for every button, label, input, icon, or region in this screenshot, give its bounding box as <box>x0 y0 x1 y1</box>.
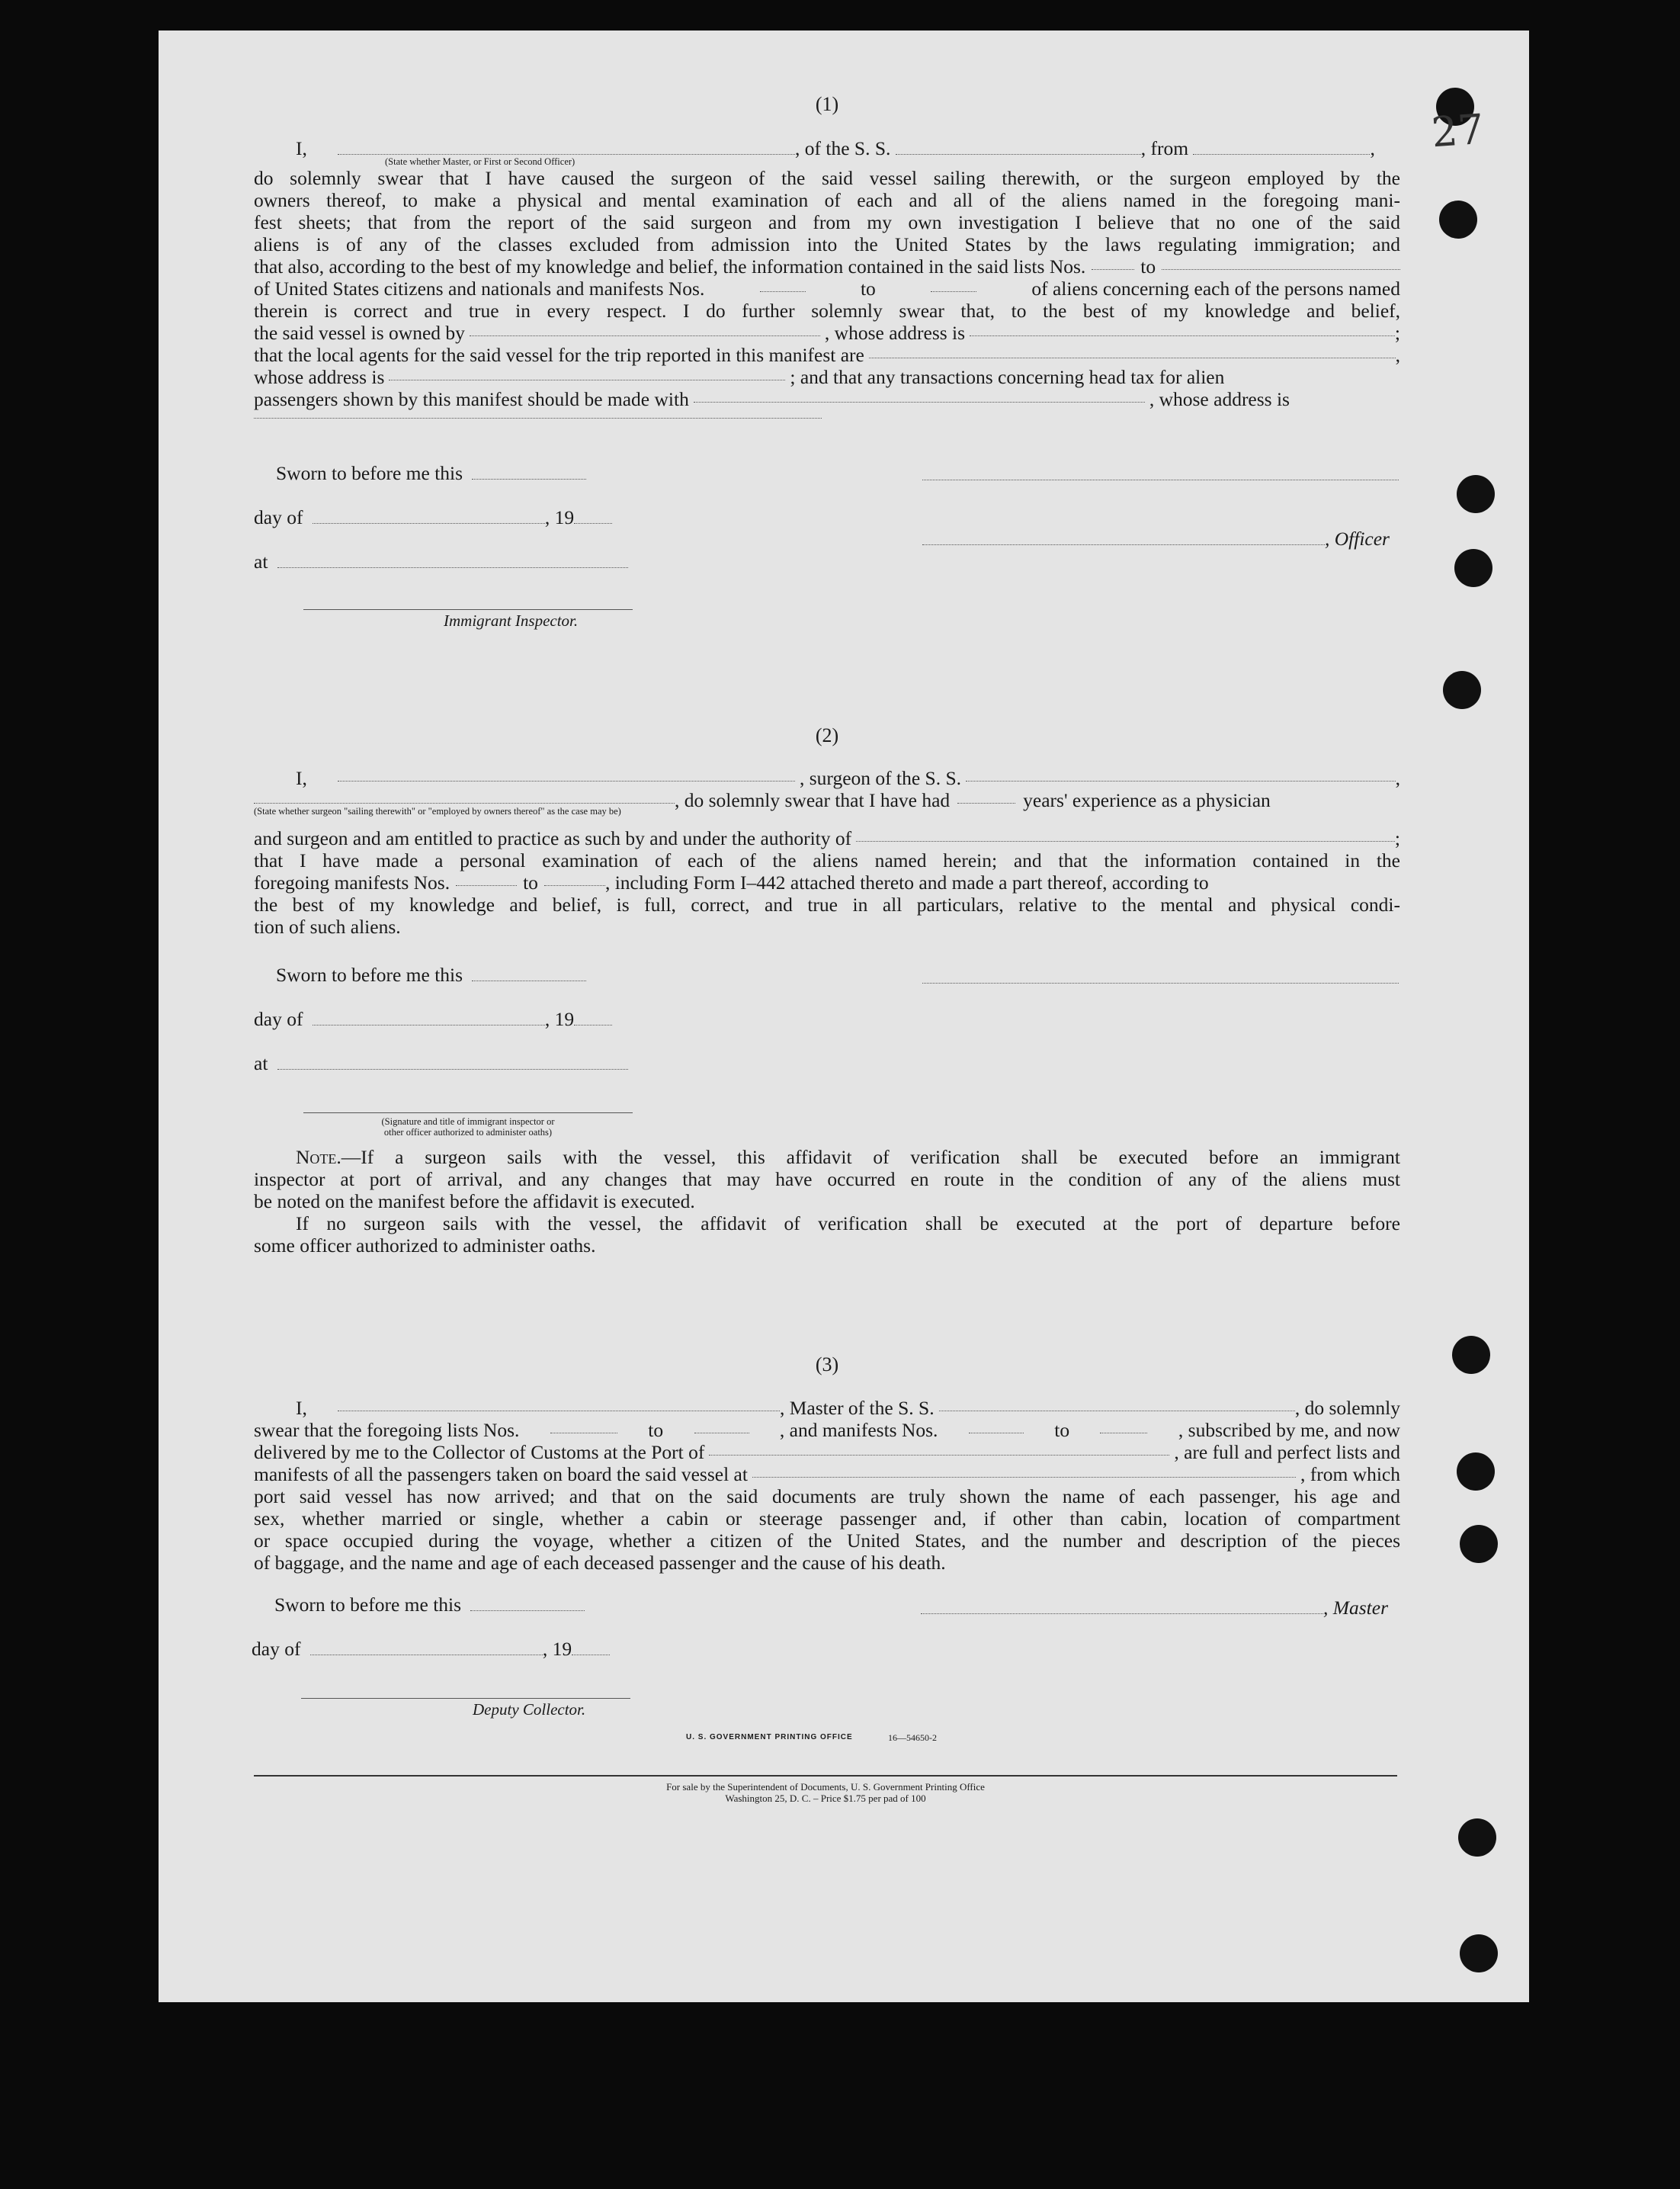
master-label: , Master <box>1323 1597 1388 1619</box>
signature-note: other officer authorized to administer oaths) <box>383 1127 553 1138</box>
text: ; and that any transactions concerning head tax for alien <box>790 366 1225 388</box>
text: , including Form I–442 attached thereto and made a part thereof, according to <box>604 871 1209 894</box>
text: delivered by me to the Collector of Customs at the Port of <box>254 1441 705 1463</box>
section-1-number: (1) <box>815 93 839 115</box>
text: , do solemnly <box>1294 1397 1400 1419</box>
text-line: therein is correct and true in every respect. I do further solemnly swear that, to the best of my knowledge and belief, <box>254 300 1400 322</box>
sworn-label: Sworn to before me this <box>276 964 463 986</box>
text: foregoing manifests Nos. <box>254 871 450 894</box>
sworn-label: Sworn to before me this <box>274 1594 462 1616</box>
year-label: , 19 <box>544 1008 575 1030</box>
text-line: owners thereof, to make a physical and mental examination of each and all of the aliens named in the foregoing mani- <box>254 189 1400 211</box>
binder-hole <box>1458 1818 1496 1857</box>
text-line: tion of such aliens. <box>254 916 401 938</box>
text: , do solemnly swear that I have had <box>675 789 951 811</box>
year-field[interactable] <box>574 1011 612 1025</box>
handwritten-page-number: 27 <box>1429 104 1486 157</box>
binder-hole <box>1457 475 1495 513</box>
text-line: or space occupied during the voyage, whether a citizen of the United States, and the number and description of the pieces <box>254 1529 1400 1552</box>
inspector-label: Immigrant Inspector. <box>444 611 579 630</box>
binder-hole <box>1452 1336 1490 1374</box>
binder-hole <box>1460 1525 1498 1563</box>
note-label: Note. <box>296 1146 341 1168</box>
place-field[interactable] <box>277 554 628 568</box>
text: to <box>523 871 538 894</box>
binder-hole <box>1443 671 1481 709</box>
day-field[interactable] <box>310 1641 543 1655</box>
text-line: port said vessel has now arrived; and that on the said documents are truly shown the name of each passenger, his age and <box>254 1485 1400 1507</box>
text-line: of baggage, and the name and age of each deceased passenger and the cause of his death. <box>254 1552 946 1574</box>
day-field[interactable] <box>313 509 545 524</box>
day-of-label: day of <box>252 1638 301 1660</box>
text-line: some officer authorized to administer oaths. <box>254 1234 596 1257</box>
text: , from <box>1140 137 1189 159</box>
inspector-signature-line[interactable] <box>303 608 633 610</box>
sale-notice-line: Washington 25, D. C. – Price $1.75 per pad of 100 <box>725 1793 926 1804</box>
field-note: (State whether Master, or First or Second Officer) <box>385 156 575 167</box>
text: the said vessel is owned by <box>254 322 465 344</box>
text: that the local agents for the said vessel for the trip reported in this manifest are <box>254 344 864 366</box>
text-line: the best of my knowledge and belief, is full, correct, and true in all particulars, relative to the mental and physical condi- <box>254 894 1400 916</box>
year-field[interactable] <box>574 509 612 524</box>
text: of United States citizens and nationals and manifests Nos. <box>254 278 705 300</box>
binder-hole <box>1454 549 1492 587</box>
text: , are full and perfect lists and <box>1174 1441 1400 1463</box>
year-field[interactable] <box>572 1641 610 1655</box>
binder-hole <box>1460 1934 1498 1972</box>
section-3-number: (3) <box>815 1353 839 1375</box>
surgeon-signature-line[interactable] <box>922 982 1399 984</box>
text: whose address is <box>254 366 385 388</box>
signature-line[interactable] <box>922 479 1399 480</box>
text-line: that I have made a personal examination of each of the aliens named herein; and that the information contained in the <box>254 849 1400 871</box>
text: and surgeon and am entitled to practice as such by and under the authority of <box>254 827 852 849</box>
at-label: at <box>254 1052 268 1074</box>
year-label: , 19 <box>544 506 575 528</box>
text: to <box>1140 255 1156 278</box>
text: , whose address is <box>824 322 966 344</box>
master-signature-line[interactable] <box>921 1600 1323 1614</box>
text: manifests of all the passengers taken on board the said vessel at <box>254 1463 748 1485</box>
text-line: fest sheets; that from the report of the said surgeon and from my own investigation I believe that no one of the said <box>254 211 1400 233</box>
text: to <box>1054 1419 1070 1441</box>
text-line: be noted on the manifest before the affidavit is executed. <box>254 1190 695 1212</box>
text: I, <box>296 767 307 789</box>
text: , subscribed by me, and now <box>1178 1419 1400 1441</box>
officer-label: , Officer <box>1325 528 1390 550</box>
text-line: do solemnly swear that I have caused the surgeon of the said vessel sailing therewith, or the surgeon employed by the <box>254 167 1400 189</box>
at-label: at <box>254 550 268 573</box>
section-2-number: (2) <box>815 724 839 746</box>
text-line: sex, whether married or single, whether a cabin or steerage passenger and, if other than cabin, location of compartment <box>254 1507 1400 1529</box>
field-note: (State whether surgeon "sailing therewith" or "employed by owners thereof" as the case may be) <box>254 806 621 817</box>
text: , Master of the S. S. <box>780 1397 935 1419</box>
text: I, <box>296 137 307 159</box>
sale-notice-line: For sale by the Superintendent of Documents, U. S. Government Printing Office <box>666 1781 985 1793</box>
collector-label: Deputy Collector. <box>473 1700 586 1719</box>
text-line: that also, according to the best of my knowledge and belief, the information contained in the said lists Nos. <box>254 255 1086 278</box>
signature-note: (Signature and title of immigrant inspector or <box>381 1116 555 1127</box>
inspector-signature-line[interactable] <box>303 1112 633 1113</box>
text: , of the S. S. <box>795 137 891 159</box>
form-number: 16—54650-2 <box>888 1732 937 1743</box>
text-line: inspector at port of arrival, and any changes that may have occurred en route in the condition of any of the aliens must <box>254 1168 1400 1190</box>
text: swear that the foregoing lists Nos. <box>254 1419 520 1441</box>
sworn-date-field[interactable] <box>470 1597 585 1611</box>
sworn-date-field[interactable] <box>472 967 586 981</box>
section-2-note <box>254 1146 1400 1257</box>
text: , whose address is <box>1149 388 1290 410</box>
binder-hole <box>1457 1452 1495 1491</box>
binder-hole <box>1439 201 1477 239</box>
text: of aliens concerning each of the persons named <box>1031 278 1400 300</box>
collector-signature-line[interactable] <box>301 1697 630 1699</box>
sworn-label: Sworn to before me this <box>276 462 463 484</box>
printer-imprint: U. S. GOVERNMENT PRINTING OFFICE <box>686 1733 853 1741</box>
sworn-date-field[interactable] <box>472 465 586 480</box>
section-3 <box>254 1397 1400 1574</box>
text: to <box>648 1419 664 1441</box>
sale-notice <box>254 1781 1397 1804</box>
officer-signature-line[interactable] <box>922 531 1325 545</box>
text-line: aliens is of any of the classes excluded from admission into the United States by the laws regulating immigration; and <box>254 233 1400 255</box>
section-1: I, , of the S. S. , from , (State whether Master, or First or Second Officer) do solemnly swear that I have caused the surgeon of the said vessel sailing therewith, or the surgeon employed by the owners thereof, to make a physical and mental examination of each and all of the aliens named in the foregoing mani- fest sheets; that from the report of the said surgeon and from my own investigation I believe that no one of the said aliens is of any of the classes excluded from admission into the United States by the laws regulating immigration; and that also, according to the best of my knowledge and belief, the information contained in the said lists Nos. to of United States citizens and nationals and manifests Nos. to of aliens concerning each of the persons named therein is correct and true in every respect. I do further solemnly swear that, to the best of my knowledge and belief, the said vessel is owned by , whose address is ; that the local agents for the said vessel for the trip reported in this manifest are , whose address is ; and that any transactions concerning head tax for alien passengers shown by this manifest should be made with , whose address is <box>254 137 1400 419</box>
text: , surgeon of the S. S. <box>800 767 962 789</box>
text: , from which <box>1300 1463 1400 1485</box>
day-of-label: day of <box>254 1008 303 1030</box>
text: to <box>860 278 876 300</box>
text: passengers shown by this manifest should be made with <box>254 388 689 410</box>
text: —If a surgeon sails with the vessel, this affidavit of verification shall be executed before an immigrant <box>341 1146 1400 1168</box>
day-of-label: day of <box>254 506 303 528</box>
place-field[interactable] <box>277 1055 628 1070</box>
day-field[interactable] <box>313 1011 545 1025</box>
year-label: , 19 <box>542 1638 572 1660</box>
text: I, <box>296 1397 307 1419</box>
section-2: I, , surgeon of the S. S. , , do solemnly swear that I have had years' experience as a physician (State whether surgeon "sailing therewith" or "employed by owners thereof" as the case may be) and surgeon and am entitled to practice as such by and under the authority of ; that I have made a personal examination of each of the aliens named herein; and that the information contained in the foregoing manifests Nos. to , including Form I–442 attached thereto and made a part thereof, according to the best of my knowledge and belief, is full, correct, and true in all particulars, relative to the mental and physical condi- tion of such aliens. <box>254 767 1400 938</box>
text-line: If no surgeon sails with the vessel, the affidavit of verification shall be executed at the port of departure before <box>296 1212 1400 1234</box>
text: years' experience as a physician <box>1023 789 1271 811</box>
footer-rule <box>254 1775 1397 1777</box>
text: , and manifests Nos. <box>779 1419 938 1441</box>
